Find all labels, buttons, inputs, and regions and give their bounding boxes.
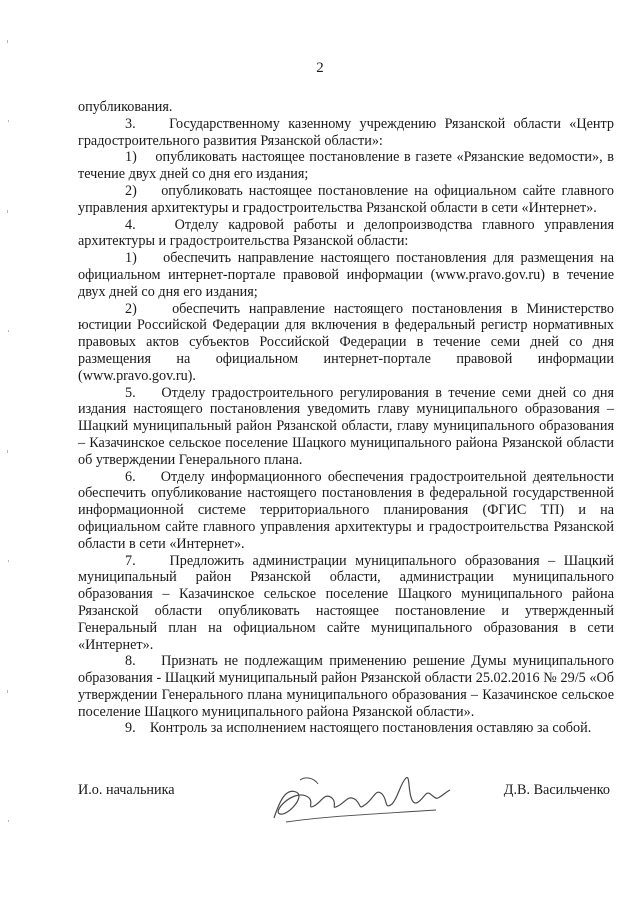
paragraph: 5. Отделу градостроительного регулирования в течение семи дней со дня издания настоящего постановления уведомить главу муниципального образования – Шацкий муниципальный район Рязанской области, главу муниципального образования – Казачинское сельское поселение Шацкого муниципального района Рязанской области об утверждении Генерального плана. <box>78 384 614 468</box>
paragraph: 1) обеспечить направление настоящего постановления для размещения на официальном интернет-портале правовой информации (www.pravo.gov.ru) в течение двух дней со дня его издания; <box>78 250 614 300</box>
paragraph: 4. Отделу кадровой работы и делопроизводства главного управления архитектуры и градостроительства Рязанской области: <box>78 216 614 250</box>
paragraph: 7. Предложить администрации муниципального образования – Шацкий муниципальный район Рязанской области, администрации муниципального образования – Казачинское сельское поселение Шацкого муниципального района Рязанской области опубликовать настоящее постановление и утвержденный Генеральный план на официальном сайте муниципального образования в сети «Интернет». <box>78 552 614 653</box>
signatory-role: И.о. начальника <box>78 782 175 798</box>
paragraph: 3. Государственному казенному учреждению Рязанской области «Центр градостроительного развития Рязанской области»: <box>78 115 614 149</box>
handwritten-signature <box>266 770 456 830</box>
document-body <box>78 99 614 737</box>
paragraph: 2) обеспечить направление настоящего постановления в Министерство юстиции Российской Федерации для включения в федеральный регистр нормативных правовых актов субъектов Российской Федерации в течение семи дней со дня размещения на официальном интернет-портале правовой информации (www.pravo.gov.ru). <box>78 300 614 384</box>
paragraph: опубликования. <box>78 99 173 115</box>
paragraph: 6. Отделу информационного обеспечения градостроительной деятельности обеспечить опубликование настоящего постановления в федеральной государственной информационной системе территориального планирования (ФГИС ТП) и на официальном сайте главного управления архитектуры и градостроительства Рязанской области в сети «Интернет». <box>78 468 614 552</box>
paragraph: 2) опубликовать настоящее постановление на официальном сайте главного управления архитектуры и градостроительства Рязанской области в сети «Интернет». <box>78 182 614 216</box>
signatory-name: Д.В. Васильченко <box>503 782 610 798</box>
page-number: 2 <box>316 60 324 76</box>
signature-block <box>78 770 614 840</box>
paragraph: 1) опубликовать настоящее постановление в газете «Рязанские ведомости», в течение двух дней со дня его издания; <box>78 149 614 183</box>
paragraph: 8. Признать не подлежащим применению решение Думы муниципального образования - Шацкий муниципальный район Рязанской области 25.02.2016 № 29/5 «Об утверждении Генерального плана муниципального образования – Казачинское сельское поселение Шацкого муниципального района Рязанской области». <box>78 653 614 720</box>
scan-edge-marks <box>6 0 12 905</box>
paragraph: 9. Контроль за исполнением настоящего постановления оставляю за собой. <box>125 720 592 737</box>
